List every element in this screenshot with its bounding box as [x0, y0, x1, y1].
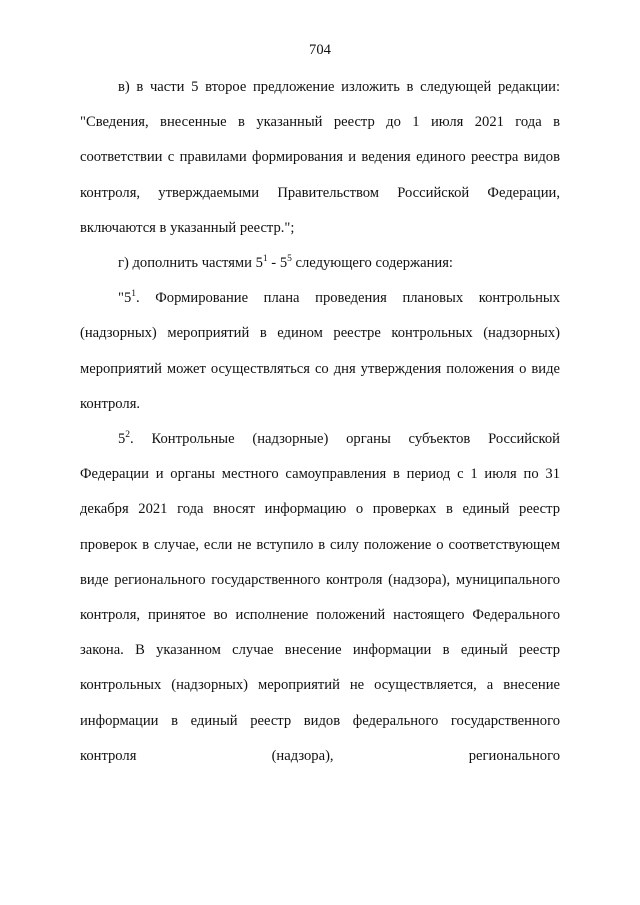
paragraph-5-2 — [80, 422, 560, 774]
paragraph-5-2-text: . Контрольные (надзорные) органы субъектов Российской Федерации и органы местного самоуправления в период с 1 июля по 31 декабря 2021 года вносят информацию о проверках в единый реестр проверок в случае, если не вступило в силу положение о соответствующем виде регионального государственного контроля (надзора), муниципального контроля, принятое во исполнение положений настоящего Федерального закона. В указанном случае внесение информации в единый реестр контрольных (надзорных) мероприятий не осуществляется, а внесение информации в единый реестр видов федерального государственного контроля (надзора), регионального — [80, 431, 560, 764]
paragraph-g-sup-1: 1 — [262, 254, 268, 265]
page-number: 704 — [309, 42, 331, 58]
paragraph-v — [80, 70, 560, 246]
paragraph-g-text-before: г) дополнить частями 5 — [118, 255, 263, 272]
document-body — [80, 70, 560, 774]
paragraph-5-1-sup: 1 — [131, 289, 137, 300]
paragraph-v-text: в) в части 5 второе предложение изложить в следующей редакции: "Сведения, внесенные в указанный реестр до 1 июля 2021 года в соответствии с правилами формирования и ведения единого реестра видов контроля, утверждаемыми Правительством Российской Федерации, включаются в указанный реестр."; — [80, 79, 560, 236]
paragraph-g — [80, 246, 560, 281]
paragraph-5-1-prefix: "5 — [118, 290, 132, 307]
paragraph-5-2-sup: 2 — [125, 430, 131, 441]
paragraph-g-text-mid: - 5 — [267, 255, 288, 272]
paragraph-g-text-after: следующего содержания: — [291, 255, 453, 272]
paragraph-5-1 — [80, 281, 560, 422]
paragraph-g-sup-5: 5 — [287, 254, 292, 265]
paragraph-5-2-prefix: 5 — [118, 431, 126, 448]
paragraph-5-1-text: . Формирование плана проведения плановых контрольных (надзорных) мероприятий в едином реестре контрольных (надзорных) мероприятий может осуществляться со дня утверждения положения о виде контроля. — [80, 290, 560, 412]
